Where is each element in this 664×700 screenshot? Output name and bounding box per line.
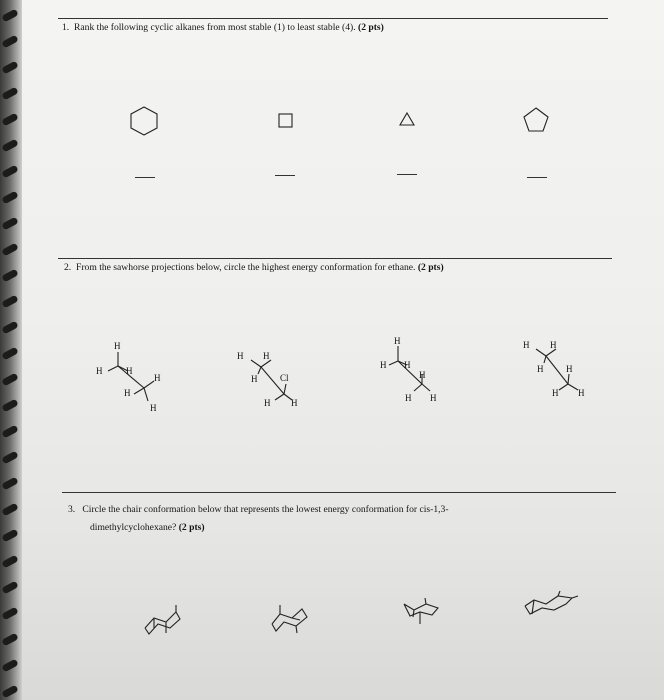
sawhorse-1-label-3: H	[126, 366, 133, 376]
sawhorse-2-label-5: H	[264, 398, 271, 408]
q3-text-line-1: Circle the chair conformation below that represents the lowest energy conformation for cis-1,3-	[82, 504, 449, 515]
sawhorse-4-label-1: H	[523, 340, 530, 350]
sawhorse-1-label-1: H	[114, 341, 121, 351]
sawhorse-2-label-1: H	[237, 351, 244, 361]
sawhorse-projection-3[interactable]	[366, 334, 452, 406]
sawhorse-3-label-6: H	[430, 393, 437, 403]
q1-answer-blank-1[interactable]	[135, 177, 155, 178]
q1-text: Rank the following cyclic alkanes from most stable (1) to least stable (4).	[74, 22, 356, 33]
q1-answer-blank-2[interactable]	[275, 175, 295, 176]
cyclopentane-icon	[520, 104, 552, 136]
sawhorse-projection-4[interactable]	[512, 334, 602, 406]
sawhorse-projection-1[interactable]	[88, 336, 174, 416]
q3-top-rule	[62, 492, 616, 493]
q2-points: (2 pts)	[417, 262, 444, 273]
cyclohexane-icon	[126, 104, 162, 138]
cyclopropane-icon	[397, 110, 417, 128]
q1-points: (2 pts)	[358, 22, 384, 33]
q2-text: From the sawhorse projections below, circle the highest energy conformation for ethane.	[76, 262, 416, 273]
chair-conformation-1[interactable]	[140, 602, 186, 638]
sawhorse-4-label-6: H	[578, 388, 585, 398]
sawhorse-2-label-6: H	[291, 398, 298, 408]
sawhorse-1-label-2: H	[96, 366, 103, 376]
sawhorse-projection-2[interactable]	[226, 342, 316, 412]
q3-text-line-2: dimethylcyclohexane?	[90, 522, 177, 533]
q1-number: 1.	[62, 22, 70, 33]
sawhorse-3-label-4: H	[419, 370, 426, 380]
sawhorse-3-label-3: H	[404, 360, 411, 370]
chair-conformation-3[interactable]	[398, 594, 444, 628]
spiral-binding	[0, 0, 22, 700]
q1-answer-blank-3[interactable]	[397, 174, 417, 175]
sawhorse-1-label-6: H	[150, 403, 157, 413]
sawhorse-3-label-2: H	[380, 360, 387, 370]
sawhorse-2-label-3: H	[251, 374, 258, 384]
sawhorse-4-label-4: H	[566, 364, 573, 374]
chair-conformation-4[interactable]	[520, 588, 580, 622]
q3-points: (2 pts)	[178, 522, 205, 533]
sawhorse-2-label-2: H	[263, 351, 270, 361]
sawhorse-4-label-3: H	[537, 364, 544, 374]
sawhorse-3-label-1: H	[394, 336, 401, 346]
sawhorse-1-label-4: H	[154, 373, 161, 383]
q1-top-rule	[58, 18, 608, 19]
sawhorse-4-label-5: H	[552, 388, 559, 398]
q3-number: 3.	[68, 504, 76, 515]
q2-prompt	[64, 262, 444, 273]
q1-answer-blank-4[interactable]	[527, 177, 547, 178]
q2-number: 2.	[64, 262, 72, 273]
sawhorse-4-label-2: H	[550, 340, 557, 350]
q2-top-rule	[58, 258, 612, 259]
q3-prompt-line-1	[68, 504, 449, 515]
sawhorse-1-label-5: H	[124, 388, 131, 398]
q1-prompt	[62, 22, 384, 33]
chair-conformation-2[interactable]	[266, 602, 312, 636]
q3-prompt-line-2	[90, 522, 205, 533]
sawhorse-3-label-5: H	[405, 393, 412, 403]
cyclobutane-icon	[276, 111, 296, 131]
sawhorse-2-label-4: Cl	[280, 373, 289, 383]
